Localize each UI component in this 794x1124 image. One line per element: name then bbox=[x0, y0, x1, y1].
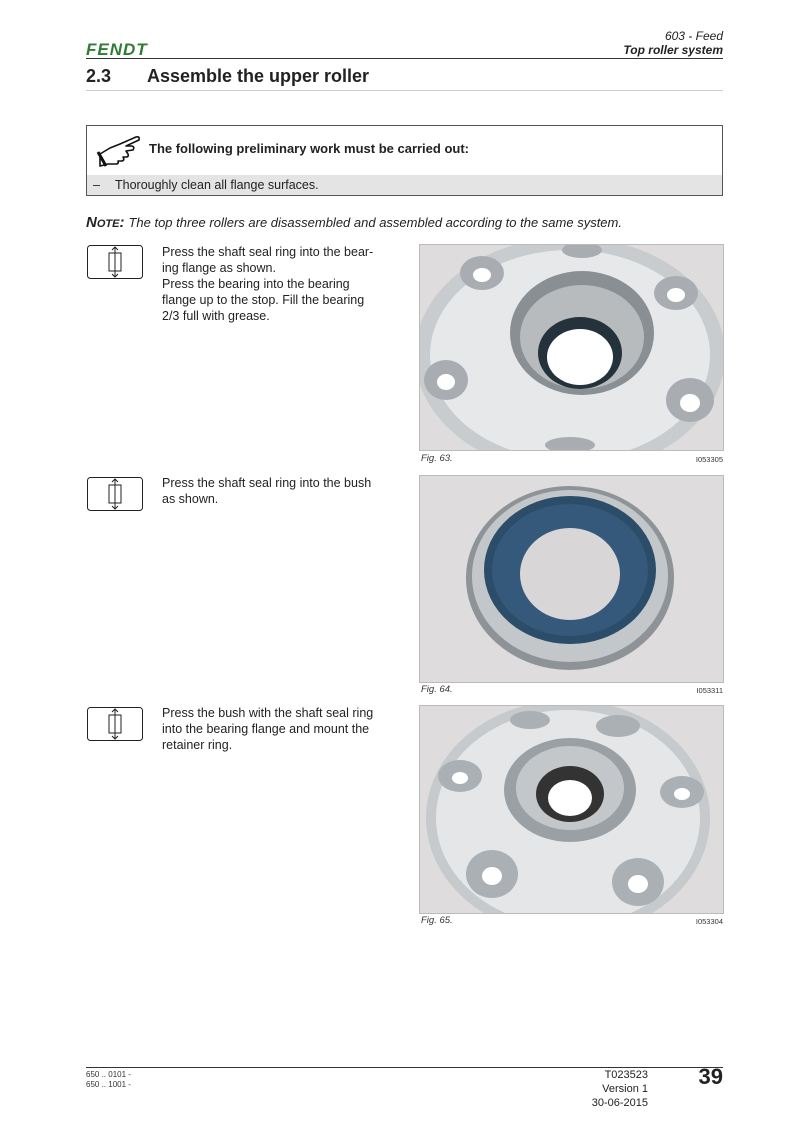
section-number: 2.3 bbox=[86, 66, 112, 86]
note-label: Note: bbox=[86, 214, 125, 231]
header-rule bbox=[86, 58, 723, 59]
figure-64-code: I053311 bbox=[696, 686, 723, 695]
preliminary-item bbox=[87, 175, 722, 195]
figure-63-photo bbox=[419, 244, 724, 451]
figure-64-caption: Fig. 64. bbox=[421, 684, 453, 695]
figure-65-code: I053304 bbox=[695, 917, 723, 926]
step-3-text: Press the bush with the shaft seal ring into the bearing flange and mount the retainer ring. bbox=[162, 706, 374, 752]
list-dash: – bbox=[93, 178, 100, 192]
footer-doc-number: T023523 bbox=[604, 1069, 648, 1081]
pointing-hand-icon bbox=[96, 132, 142, 170]
press-in-icon bbox=[87, 707, 143, 741]
preliminary-work-box bbox=[86, 125, 723, 196]
figure-64-photo bbox=[419, 475, 724, 683]
header-subsection: Top roller system bbox=[623, 43, 723, 57]
footer-doc-info bbox=[592, 1068, 648, 1110]
note-text: The top three rollers are disassembled and assembled according to the same system. bbox=[128, 215, 622, 230]
preliminary-item-text: Thoroughly clean all flange surfaces. bbox=[115, 178, 319, 192]
preliminary-heading: The following preliminary work must be carried out: bbox=[149, 141, 469, 156]
section-title: Assemble the upper roller bbox=[147, 66, 370, 86]
fendt-logo bbox=[86, 40, 166, 58]
step-1-text: Press the shaft seal ring into the bear- ing flange as shown. Press the bearing into the bearing flange up to the stop. Fill the bearing 2/3 full with grease. bbox=[162, 245, 374, 323]
title-rule bbox=[86, 90, 723, 91]
press-in-icon bbox=[87, 245, 143, 279]
note bbox=[86, 214, 622, 231]
running-header bbox=[623, 29, 723, 57]
svg-text:FENDT: FENDT bbox=[86, 40, 148, 58]
step-2-text: Press the shaft seal ring into the bush as shown. bbox=[162, 476, 372, 506]
header-section: 603 - Feed bbox=[664, 29, 723, 43]
figure-63-code: I053305 bbox=[695, 455, 723, 464]
footer-date: 30-06-2015 bbox=[591, 1097, 648, 1109]
figure-65-photo bbox=[419, 705, 724, 914]
figure-65-caption: Fig. 65. bbox=[421, 915, 453, 926]
press-in-icon bbox=[87, 477, 143, 511]
footer-models: 650 .. 0101 - 650 .. 1001 - bbox=[86, 1070, 131, 1089]
page-number: 39 bbox=[698, 1064, 723, 1089]
footer-version: Version 1 bbox=[602, 1083, 648, 1095]
page-title bbox=[86, 66, 369, 87]
figure-63-caption: Fig. 63. bbox=[421, 453, 453, 464]
